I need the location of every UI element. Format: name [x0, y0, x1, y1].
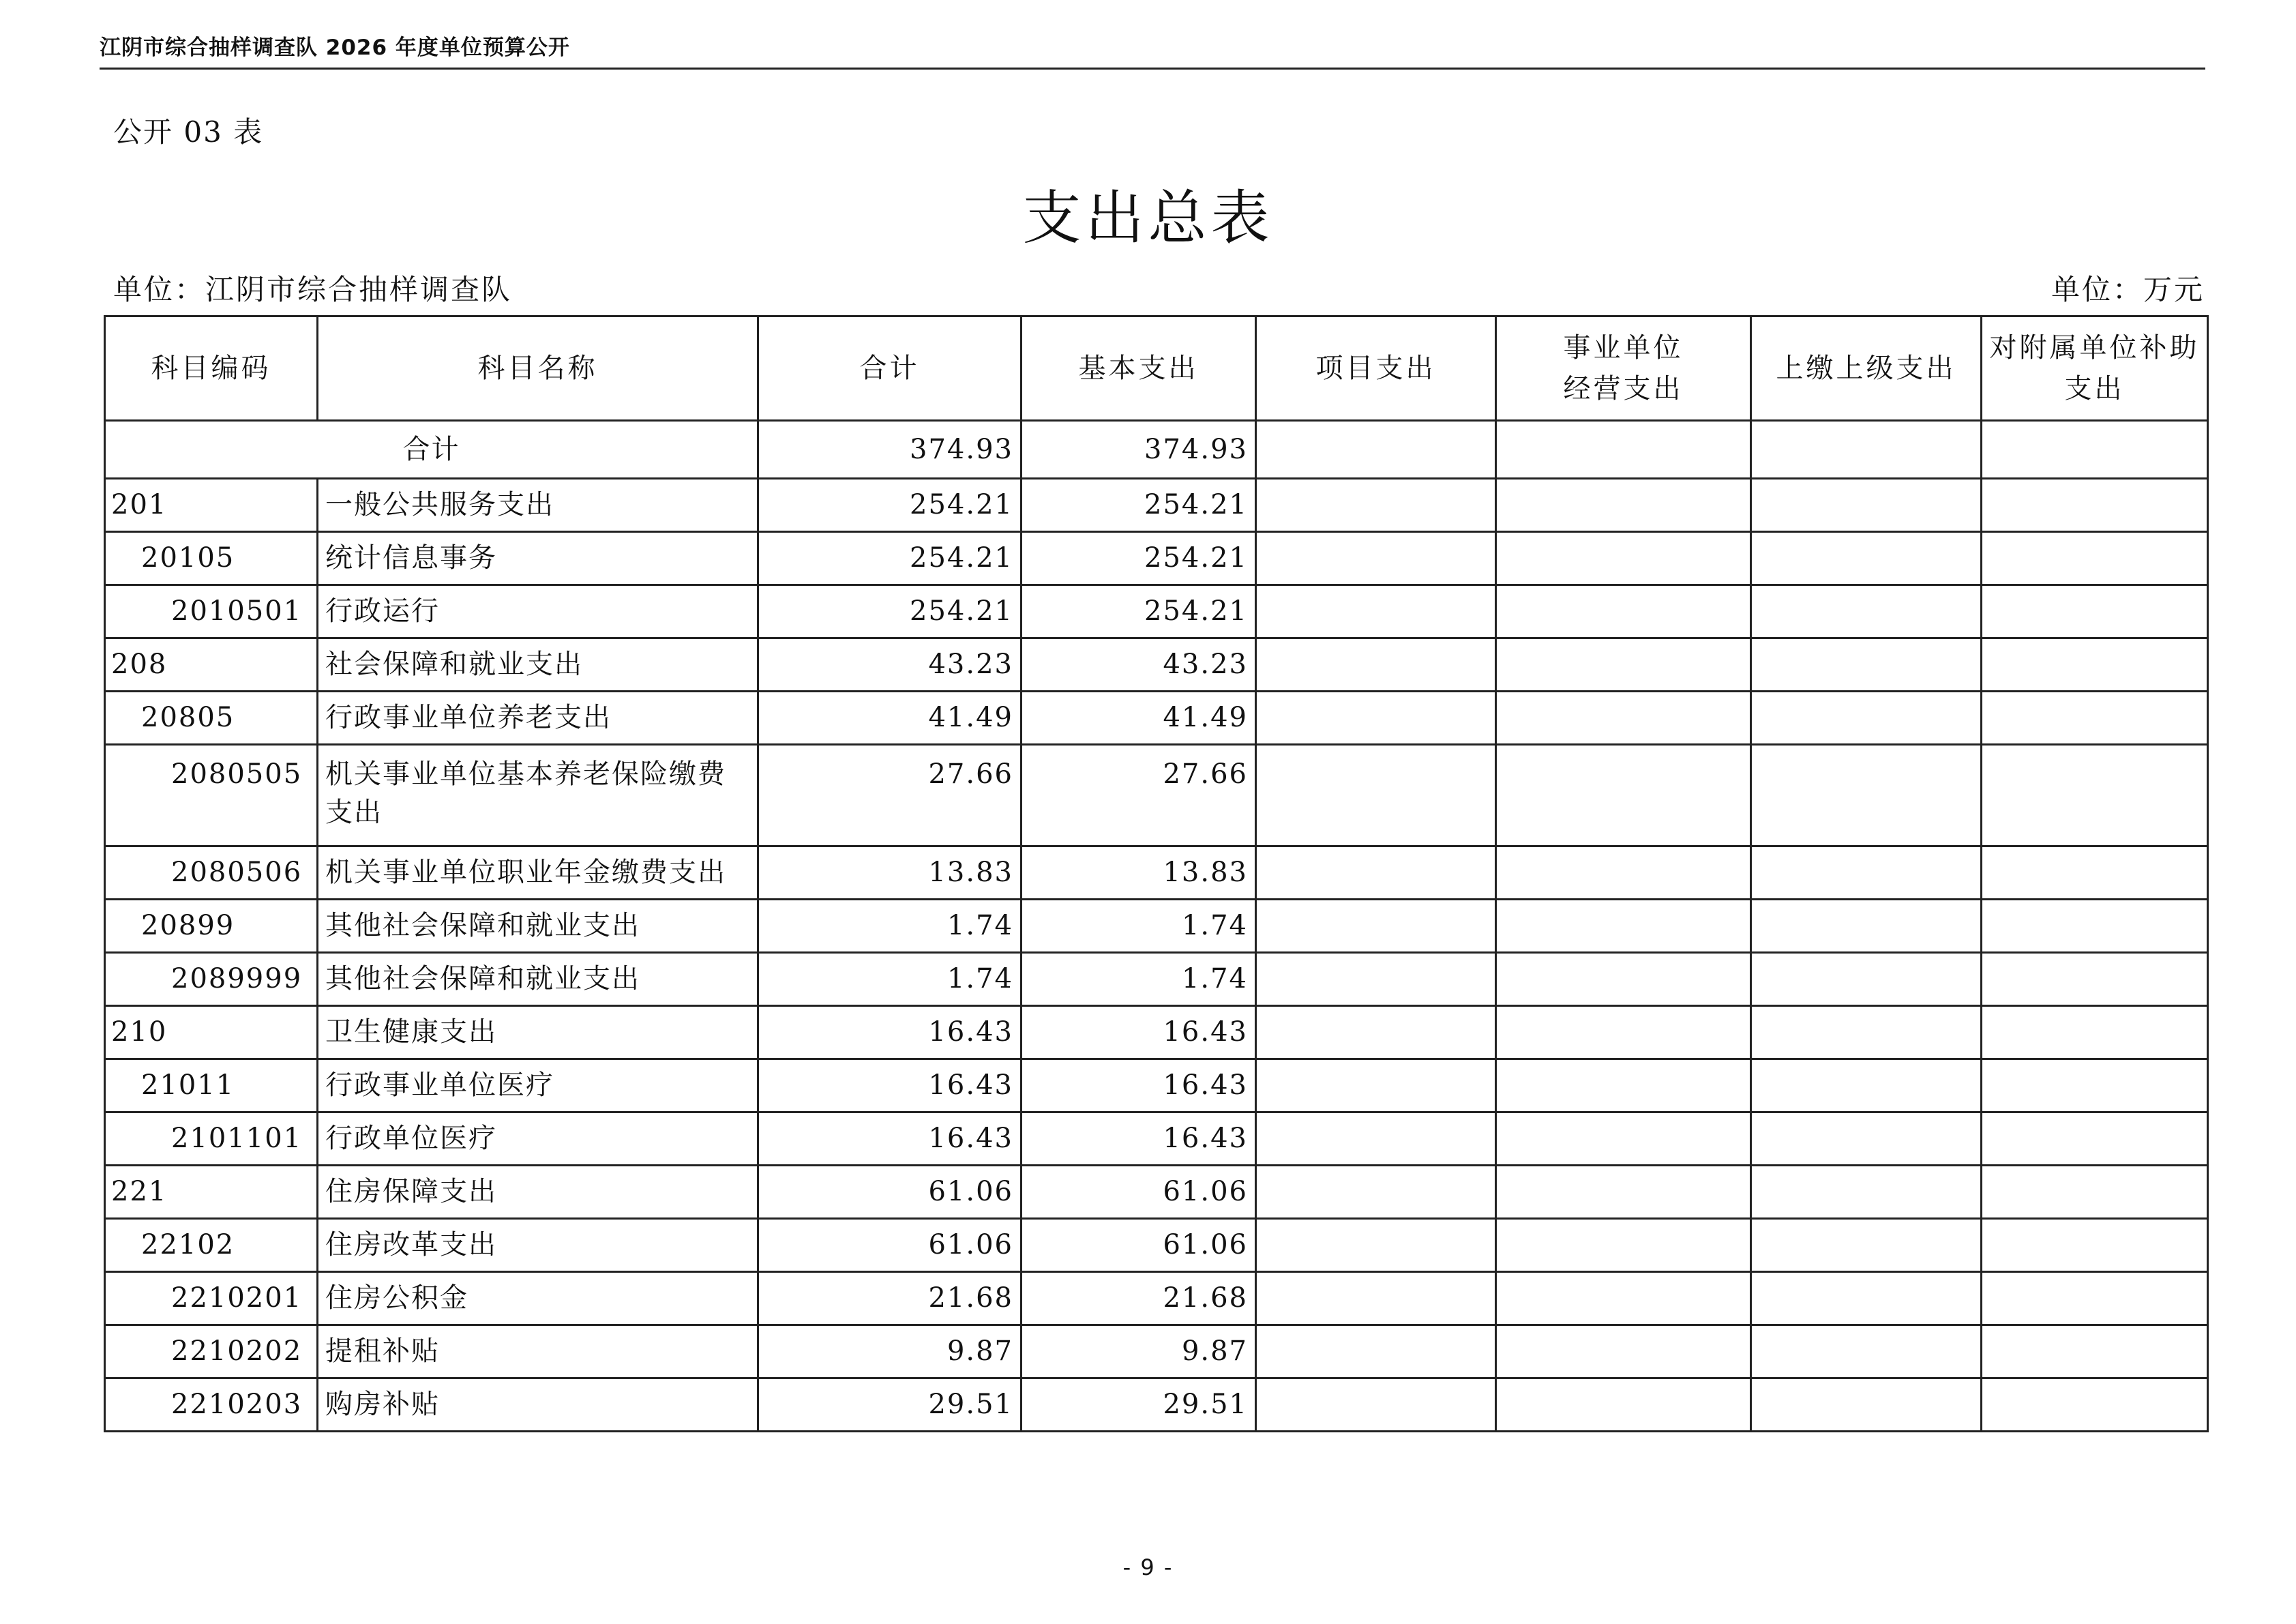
table-row [105, 846, 2208, 900]
operating-expenditure-cell [1496, 846, 1751, 900]
subject-name-cell: 一般公共服务支出 [318, 479, 758, 532]
subsidy-cell [1982, 692, 2208, 745]
total-cell: 16.43 [758, 1059, 1022, 1112]
project-expenditure-cell [1256, 1112, 1496, 1166]
basic-expenditure-cell: 21.68 [1022, 1272, 1256, 1325]
subject-code-cell: 20105 [105, 532, 318, 585]
subject-code-cell: 20805 [105, 692, 318, 745]
remit-superior-cell [1751, 1219, 1982, 1272]
form-number: 公开 03 表 [113, 115, 264, 149]
total-basic-amount: 374.93 [1022, 421, 1256, 479]
project-expenditure-cell [1256, 692, 1496, 745]
table-row [105, 1006, 2208, 1059]
table-row [105, 692, 2208, 745]
operating-expenditure-cell [1496, 479, 1751, 532]
basic-expenditure-cell: 16.43 [1022, 1059, 1256, 1112]
project-expenditure-cell [1256, 846, 1496, 900]
subsidy-cell [1982, 1325, 2208, 1378]
empty-cell [1751, 421, 1982, 479]
operating-expenditure-cell [1496, 1059, 1751, 1112]
subsidy-cell [1982, 1272, 2208, 1325]
operating-expenditure-cell [1496, 692, 1751, 745]
table-row [105, 745, 2208, 846]
subject-code-cell: 208 [105, 638, 318, 692]
table-row [105, 1272, 2208, 1325]
subject-code-cell: 20899 [105, 900, 318, 953]
subject-code-cell: 221 [105, 1166, 318, 1219]
subsidy-cell [1982, 846, 2208, 900]
unit-name: 单位：江阴市综合抽样调查队 [113, 273, 513, 306]
project-expenditure-cell [1256, 532, 1496, 585]
subject-name-cell: 其他社会保障和就业支出 [318, 953, 758, 1006]
basic-expenditure-cell: 1.74 [1022, 953, 1256, 1006]
subject-code-cell: 2080506 [105, 846, 318, 900]
basic-expenditure-cell: 27.66 [1022, 745, 1256, 846]
total-cell: 29.51 [758, 1378, 1022, 1432]
remit-superior-cell [1751, 745, 1982, 846]
column-header: 科目编码 [105, 316, 318, 421]
expenditure-table [104, 315, 2209, 1432]
remit-superior-cell [1751, 953, 1982, 1006]
basic-expenditure-cell: 29.51 [1022, 1378, 1256, 1432]
empty-cell [1496, 421, 1751, 479]
subject-name-cell: 住房改革支出 [318, 1219, 758, 1272]
remit-superior-cell [1751, 1325, 1982, 1378]
subsidy-cell [1982, 1166, 2208, 1219]
table-header-row [105, 316, 2208, 421]
project-expenditure-cell [1256, 745, 1496, 846]
total-cell: 9.87 [758, 1325, 1022, 1378]
subsidy-cell [1982, 1006, 2208, 1059]
project-expenditure-cell [1256, 900, 1496, 953]
basic-expenditure-cell: 43.23 [1022, 638, 1256, 692]
basic-expenditure-cell: 61.06 [1022, 1219, 1256, 1272]
subject-name-cell: 行政单位医疗 [318, 1112, 758, 1166]
remit-superior-cell [1751, 1166, 1982, 1219]
subsidy-cell [1982, 900, 2208, 953]
remit-superior-cell [1751, 532, 1982, 585]
table-row [105, 1112, 2208, 1166]
header-rule [100, 68, 2205, 70]
remit-superior-cell [1751, 585, 1982, 638]
subject-name-cell: 机关事业单位职业年金缴费支出 [318, 846, 758, 900]
operating-expenditure-cell [1496, 745, 1751, 846]
remit-superior-cell [1751, 479, 1982, 532]
table-row [105, 1059, 2208, 1112]
operating-expenditure-cell [1496, 1112, 1751, 1166]
operating-expenditure-cell [1496, 1325, 1751, 1378]
subject-name-cell: 住房保障支出 [318, 1166, 758, 1219]
remit-superior-cell [1751, 900, 1982, 953]
basic-expenditure-cell: 254.21 [1022, 532, 1256, 585]
operating-expenditure-cell [1496, 953, 1751, 1006]
basic-expenditure-cell: 1.74 [1022, 900, 1256, 953]
total-cell: 254.21 [758, 532, 1022, 585]
subject-name-cell: 其他社会保障和就业支出 [318, 900, 758, 953]
project-expenditure-cell [1256, 1166, 1496, 1219]
subject-name-cell: 行政事业单位医疗 [318, 1059, 758, 1112]
column-header: 科目名称 [318, 316, 758, 421]
subsidy-cell [1982, 1112, 2208, 1166]
total-cell: 61.06 [758, 1166, 1022, 1219]
column-header: 基本支出 [1022, 316, 1256, 421]
subject-code-cell: 2101101 [105, 1112, 318, 1166]
remit-superior-cell [1751, 1272, 1982, 1325]
subject-name-cell: 住房公积金 [318, 1272, 758, 1325]
subsidy-cell [1982, 745, 2208, 846]
document-header: 江阴市综合抽样调查队 2026 年度单位预算公开 [100, 35, 570, 60]
project-expenditure-cell [1256, 479, 1496, 532]
total-cell: 254.21 [758, 479, 1022, 532]
total-cell: 41.49 [758, 692, 1022, 745]
project-expenditure-cell [1256, 1378, 1496, 1432]
subject-code-cell: 2210203 [105, 1378, 318, 1432]
subject-code-cell: 210 [105, 1006, 318, 1059]
project-expenditure-cell [1256, 1006, 1496, 1059]
total-cell: 61.06 [758, 1219, 1022, 1272]
subject-code-cell: 201 [105, 479, 318, 532]
subject-name-cell: 提租补贴 [318, 1325, 758, 1378]
subsidy-cell [1982, 585, 2208, 638]
total-cell: 13.83 [758, 846, 1022, 900]
subject-code-cell: 21011 [105, 1059, 318, 1112]
total-amount: 374.93 [758, 421, 1022, 479]
total-cell: 1.74 [758, 900, 1022, 953]
subsidy-cell [1982, 532, 2208, 585]
remit-superior-cell [1751, 638, 1982, 692]
project-expenditure-cell [1256, 585, 1496, 638]
subject-code-cell: 2210202 [105, 1325, 318, 1378]
remit-superior-cell [1751, 692, 1982, 745]
subject-code-cell: 2080505 [105, 745, 318, 846]
column-header: 上缴上级支出 [1751, 316, 1982, 421]
project-expenditure-cell [1256, 1325, 1496, 1378]
table-row [105, 1378, 2208, 1432]
subject-name-cell: 社会保障和就业支出 [318, 638, 758, 692]
empty-cell [1256, 421, 1496, 479]
subject-name-cell: 行政运行 [318, 585, 758, 638]
total-cell: 254.21 [758, 585, 1022, 638]
operating-expenditure-cell [1496, 900, 1751, 953]
empty-cell [1982, 421, 2208, 479]
table-row [105, 1166, 2208, 1219]
total-cell: 27.66 [758, 745, 1022, 846]
subsidy-cell [1982, 1378, 2208, 1432]
operating-expenditure-cell [1496, 1006, 1751, 1059]
table-row [105, 1219, 2208, 1272]
table-row [105, 638, 2208, 692]
total-cell: 16.43 [758, 1112, 1022, 1166]
subject-code-cell: 2210201 [105, 1272, 318, 1325]
subject-name-cell: 统计信息事务 [318, 532, 758, 585]
column-header: 事业单位 经营支出 [1496, 316, 1751, 421]
operating-expenditure-cell [1496, 1166, 1751, 1219]
operating-expenditure-cell [1496, 532, 1751, 585]
currency-unit: 单位：万元 [2051, 273, 2205, 306]
subject-name-cell: 购房补贴 [318, 1378, 758, 1432]
page-number: - 9 - [1122, 1554, 1174, 1580]
total-cell: 1.74 [758, 953, 1022, 1006]
basic-expenditure-cell: 16.43 [1022, 1006, 1256, 1059]
operating-expenditure-cell [1496, 638, 1751, 692]
remit-superior-cell [1751, 1378, 1982, 1432]
remit-superior-cell [1751, 1059, 1982, 1112]
table-row [105, 479, 2208, 532]
subject-name-cell: 卫生健康支出 [318, 1006, 758, 1059]
project-expenditure-cell [1256, 1272, 1496, 1325]
subject-name-cell: 行政事业单位养老支出 [318, 692, 758, 745]
total-cell: 43.23 [758, 638, 1022, 692]
basic-expenditure-cell: 41.49 [1022, 692, 1256, 745]
basic-expenditure-cell: 61.06 [1022, 1166, 1256, 1219]
subsidy-cell [1982, 1059, 2208, 1112]
remit-superior-cell [1751, 1006, 1982, 1059]
total-cell: 16.43 [758, 1006, 1022, 1059]
subject-code-cell: 2089999 [105, 953, 318, 1006]
subject-code-cell: 2010501 [105, 585, 318, 638]
project-expenditure-cell [1256, 638, 1496, 692]
subsidy-cell [1982, 1219, 2208, 1272]
table-row [105, 900, 2208, 953]
basic-expenditure-cell: 254.21 [1022, 479, 1256, 532]
basic-expenditure-cell: 13.83 [1022, 846, 1256, 900]
subsidy-cell [1982, 953, 2208, 1006]
operating-expenditure-cell [1496, 1219, 1751, 1272]
total-label: 合计 [105, 421, 758, 479]
operating-expenditure-cell [1496, 1378, 1751, 1432]
subsidy-cell [1982, 479, 2208, 532]
column-header: 项目支出 [1256, 316, 1496, 421]
column-header: 合计 [758, 316, 1022, 421]
page-title: 支出总表 [1022, 184, 1274, 252]
operating-expenditure-cell [1496, 585, 1751, 638]
project-expenditure-cell [1256, 953, 1496, 1006]
total-row [105, 421, 2208, 479]
table-row [105, 953, 2208, 1006]
remit-superior-cell [1751, 846, 1982, 900]
operating-expenditure-cell [1496, 1272, 1751, 1325]
basic-expenditure-cell: 254.21 [1022, 585, 1256, 638]
subsidy-cell [1982, 638, 2208, 692]
table-row [105, 585, 2208, 638]
project-expenditure-cell [1256, 1219, 1496, 1272]
remit-superior-cell [1751, 1112, 1982, 1166]
total-cell: 21.68 [758, 1272, 1022, 1325]
project-expenditure-cell [1256, 1059, 1496, 1112]
column-header: 对附属单位补助支出 [1982, 316, 2208, 421]
table-row [105, 1325, 2208, 1378]
subject-code-cell: 22102 [105, 1219, 318, 1272]
table-row [105, 532, 2208, 585]
basic-expenditure-cell: 16.43 [1022, 1112, 1256, 1166]
basic-expenditure-cell: 9.87 [1022, 1325, 1256, 1378]
subject-name-cell: 机关事业单位基本养老保险缴费支出 [318, 745, 758, 846]
